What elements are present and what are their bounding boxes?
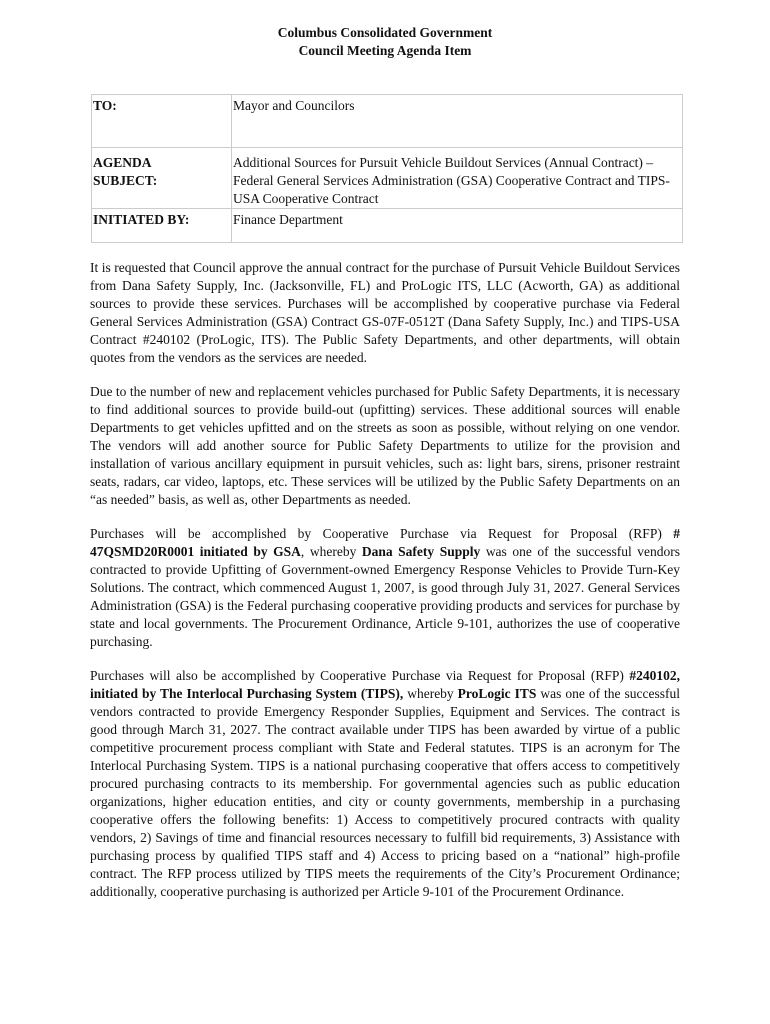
to-label: TO: xyxy=(92,95,232,148)
tips-text-a: Purchases will also be accomplished by Cooperative Purchase via Request for Proposal (RFP) xyxy=(90,668,630,683)
tips-vendor-name: ProLogic ITS xyxy=(457,686,537,701)
gsa-text-c: , whereby xyxy=(300,544,362,559)
tips-text-e: was one of the successful vendors contracted to provide Emergency Responder Supplies, Equipment and Services. The contract is good through March 31, 2027. The contract available under TIPS has been awarded by virtue of a public competitive procurement process compliant with State and Federal statutes. TIPS is an acronym for The Interlocal Purchasing System. TIPS is a national purchasing cooperative that offers access to competitively procured purchasing contracts to its membership. For governmental agencies such as public education organizations, higher education entities, and city or county governments, membership in a purchasing cooperative offers the following benefits: 1) Access to competitively procured contracts with quality vendors, 2) Savings of time and financial resources necessary to fulfill bid requirements, 3) Assistance with purchasing process by qualified TIPS staff and 4) Access to pricing based on a “national” high-profile contract. The RFP process utilized by TIPS meets the requirements of the City’s Procurement Ordinance; additionally, cooperative purchasing is authorized per Article 9-101 of the Procurement Ordinance. xyxy=(90,686,680,899)
government-title: Columbus Consolidated Government xyxy=(277,25,493,40)
paragraph-reason: Due to the number of new and replacement vehicles purchased for Public Safety Departments, it is necessary to find additional sources to provide build-out (upfitting) services. These additional sources will enable Departments to get vehicles upfitted and on the streets as soon as possible, without relying on one vendor. The vendors will add another source for Public Safety Departments to utilize for the provision and installation of various ancillary equipment in pursuit vehicles, such as: light bars, sirens, prisoner restraint seats, radars, car video, laptops, etc. These services will be utilized by the Public Safety Departments on an “as needed” basis, as well as, other Departments as needed. xyxy=(90,384,680,507)
gsa-text-e: was one of the successful vendors contracted to provide Upfitting of Government-owned Emergency Response Vehicles to Provide Turn-Key Solutions. The contract, which commenced August 1, 2007, is good through July 31, 2027. General Services Administration (GSA) is the Federal purchasing cooperative providing products and services for purchase by state and local governments. The Procurement Ordinance, Article 9-101, authorizes the use of cooperative purchasing. xyxy=(90,544,680,649)
to-value: Mayor and Councilors xyxy=(232,95,683,148)
initiated-by-label: INITIATED BY: xyxy=(92,209,232,243)
agenda-subject-value: Additional Sources for Pursuit Vehicle Buildout Services (Annual Contract) – Federal General Services Administration (GSA) Cooperative Contract and TIPS-USA Cooperative Contract xyxy=(232,148,683,209)
agenda-label-line2: SUBJECT: xyxy=(93,173,158,188)
agenda-label-line1: AGENDA xyxy=(93,155,152,170)
agenda-item-title: Council Meeting Agenda Item xyxy=(298,43,472,58)
initiated-by-row xyxy=(92,209,683,243)
to-row xyxy=(92,95,683,148)
paragraph-gsa xyxy=(90,525,680,651)
tips-rfp-number: #240102, initiated by The Interlocal Purchasing System (TIPS), xyxy=(90,668,680,701)
gsa-vendor-name: Dana Safety Supply xyxy=(361,544,481,559)
tips-text-c: whereby xyxy=(403,686,458,701)
gsa-text-a: Purchases will be accomplished by Cooperative Purchase via Request for Proposal (RFP) xyxy=(90,526,674,541)
agenda-header-table xyxy=(91,94,683,243)
document-page xyxy=(90,24,680,901)
paragraph-tips xyxy=(90,667,680,901)
paragraph-request: It is requested that Council approve the annual contract for the purchase of Pursuit Vehicle Buildout Services from Dana Safety Supply, Inc. (Jacksonville, FL) and ProLogic ITS, LLC (Acworth, GA) as additional sources to provide these services. Purchases will be accomplished by cooperative purchase via Federal General Services Administration (GSA) Contract GS-07F-0512T (Dana Safety Supply, Inc.) and TIPS-USA Contract #240102 (ProLogic, ITS). The Public Safety Departments, and other departments, will obtain quotes from the vendors as the services are needed. xyxy=(90,260,680,365)
agenda-subject-label xyxy=(92,148,232,209)
agenda-subject-row xyxy=(92,148,683,209)
initiated-by-value: Finance Department xyxy=(232,209,683,243)
gsa-rfp-number: # 47QSMD20R0001 initiated by GSA xyxy=(90,526,680,559)
